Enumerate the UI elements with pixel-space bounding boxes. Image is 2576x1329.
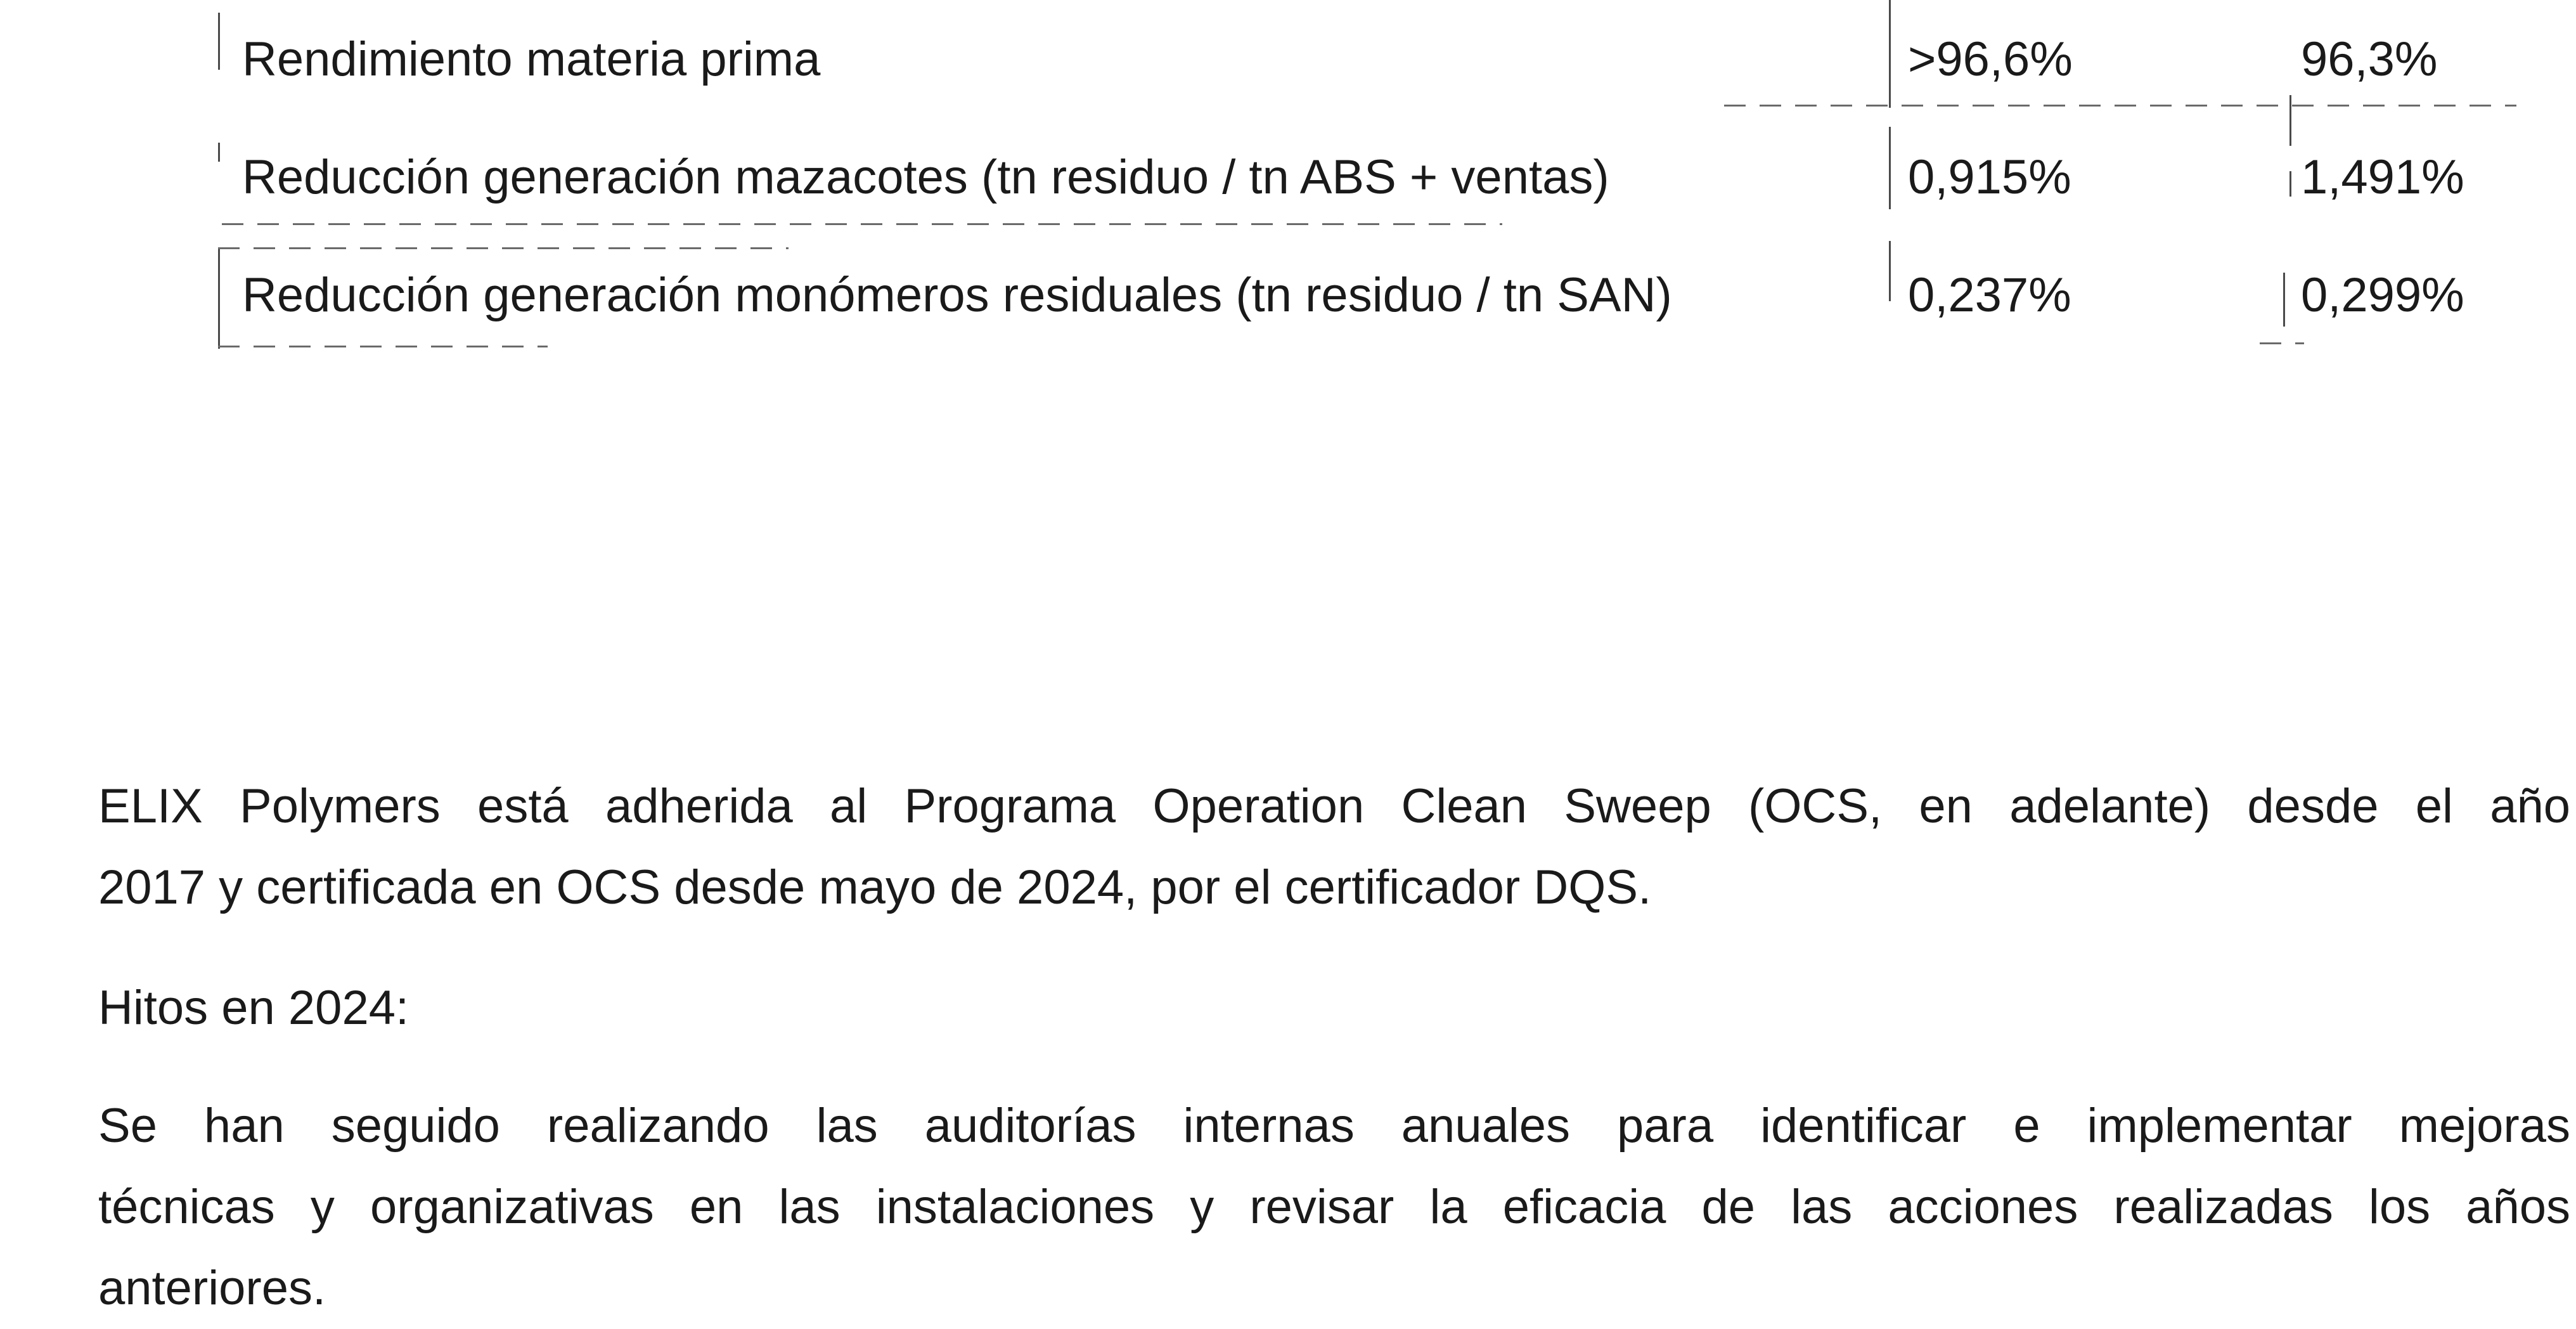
table-border — [1889, 127, 1891, 209]
table-cell-value-1: 0,915% — [1908, 150, 2071, 204]
table-border — [2283, 273, 2285, 327]
paragraph-ocs-adhesion: ELIX Polymers está adherida al Programa Operation Clean Sweep (OCS, en adelante) desde el año — [98, 779, 2570, 833]
table-cell-value-1: >96,6% — [1908, 32, 2073, 86]
table-row — [216, 118, 2491, 236]
kpi-table — [216, 0, 2491, 354]
table-cell-value-2: 1,491% — [2301, 150, 2464, 204]
table-cell-indicator: Reducción generación monómeros residuales (tn residuo / tn SAN) — [242, 268, 1672, 322]
table-border — [2289, 95, 2291, 146]
table-border — [218, 13, 220, 70]
milestones-heading: Hitos en 2024: — [98, 981, 409, 1035]
table-border — [1889, 0, 1891, 108]
table-cell-value-2: 96,3% — [2301, 32, 2438, 86]
table-cell-value-2: 0,299% — [2301, 268, 2464, 322]
table-border — [218, 247, 789, 249]
table-row — [216, 236, 2491, 354]
table-border — [2289, 171, 2291, 197]
table-cell-indicator: Rendimiento materia prima — [242, 32, 821, 86]
table-row — [216, 0, 2491, 118]
table-border — [218, 247, 220, 349]
paragraph-audits-line: Se han seguido realizando las auditorías internas anuales para identificar e implementar mejoras — [98, 1099, 2570, 1153]
table-border — [218, 346, 548, 347]
table-cell-value-1: 0,237% — [1908, 268, 2071, 322]
table-cell-indicator: Reducción generación mazacotes (tn residuo / tn ABS + ventas) — [242, 150, 1609, 204]
paragraph-audits-line: anteriores. — [98, 1261, 326, 1315]
paragraph-ocs-certification: 2017 y certificada en OCS desde mayo de 2024, por el certificador DQS. — [98, 860, 1652, 914]
table-border — [2260, 342, 2304, 344]
table-border — [1889, 241, 1891, 301]
paragraph-audits-line: técnicas y organizativas en las instalaciones y revisar la eficacia de las acciones realizadas los años — [98, 1180, 2570, 1234]
table-border — [1724, 105, 2516, 107]
table-border — [222, 223, 1502, 225]
table-border — [218, 143, 220, 162]
